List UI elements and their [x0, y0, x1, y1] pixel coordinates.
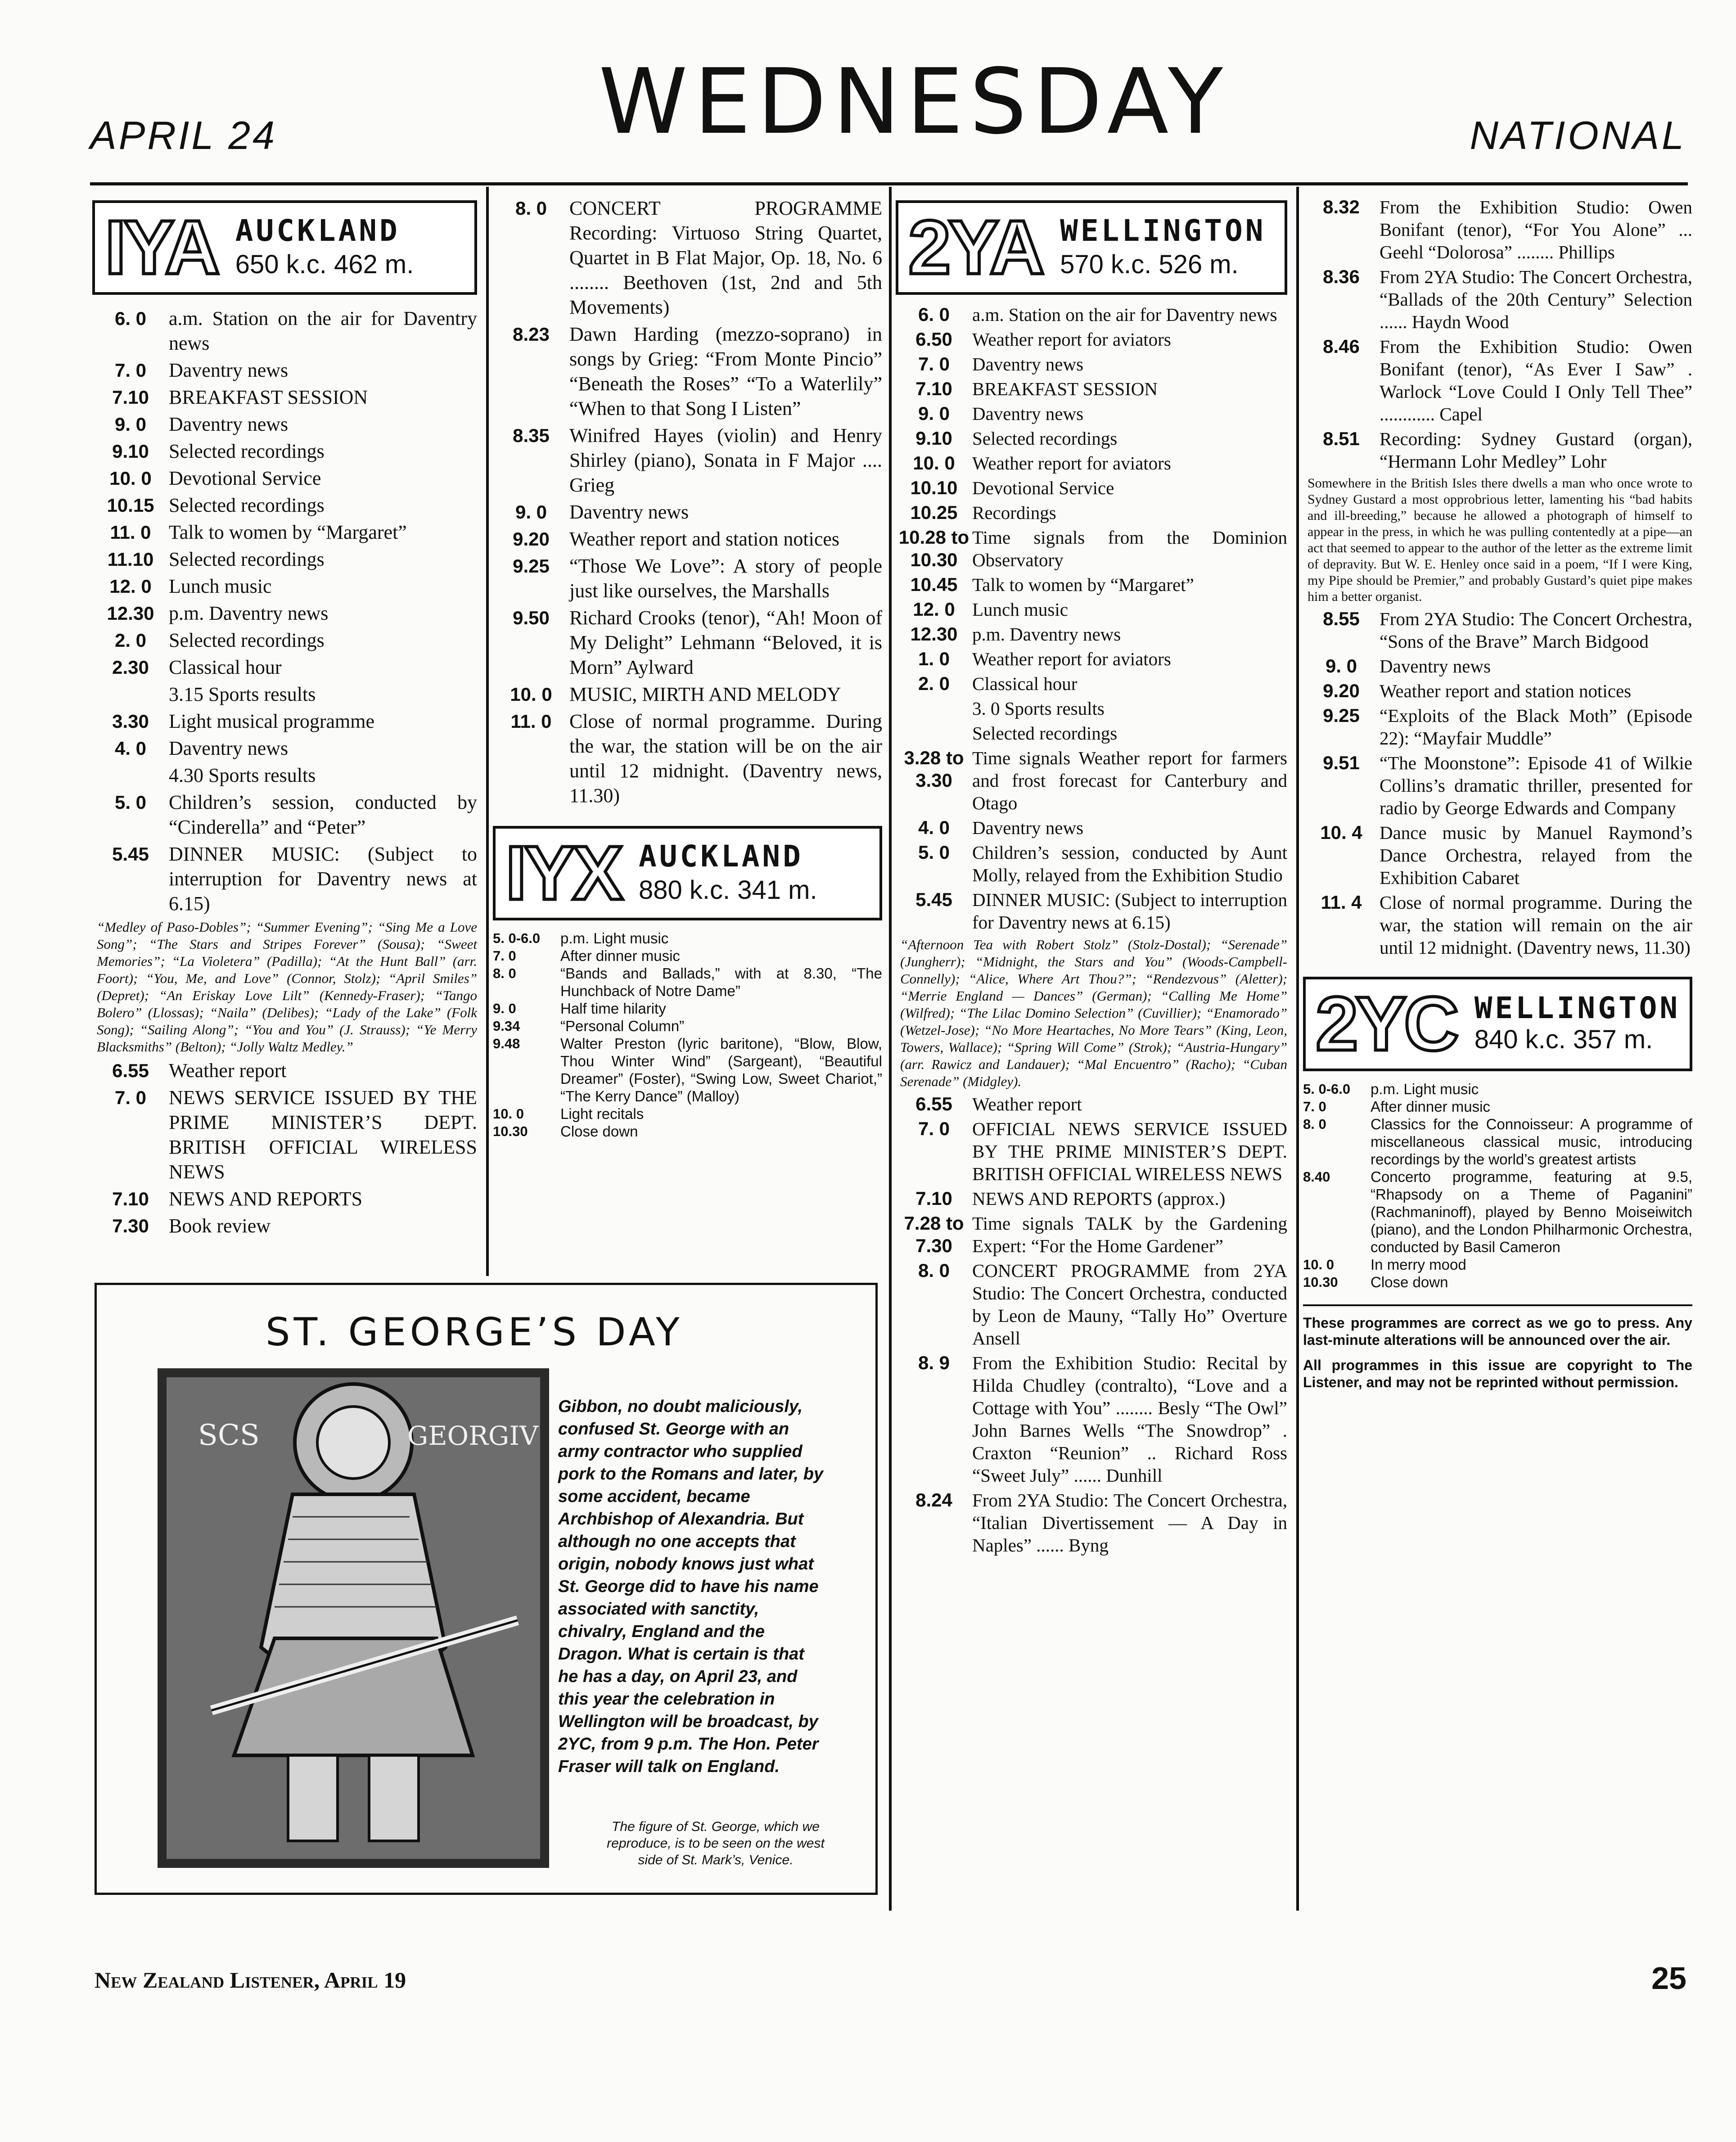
schedule-item [493, 423, 882, 497]
schedule-time: 9.51 [1323, 752, 1360, 773]
schedule-time: 8.40 [1303, 1169, 1330, 1185]
schedule-item [896, 303, 1287, 326]
station-2ya-dinner-list: “Afternoon Tea with Robert Stolz” (Stolz-Dostal); “Serenade” (Jungherr); “Midnight, the Stars and You” (Woods-Campbell-Connelly); “Alice, Where Art Thou?”; “Rendezvous” (Aletter); “Merrie England — Dances” (German); “Calling Me Home” (Wilfred); “The Lilac Domino Selection” (Cuvillier); “Enamorado” (Wetzel-Jose); “No More Heartaches, No More Tears” (King, Leon, Towers, Wallace); “Spring Will Come” (Strok); “Austria-Hungary” (arr. Rawicz and Landauer); “Mal Encuentro” (Racho); “Cuban Serenade” (Midgley). [900, 937, 1287, 1089]
schedule-item [896, 672, 1287, 695]
column-rule-2 [889, 187, 892, 1911]
schedule-text: Light musical programme [169, 710, 374, 732]
schedule-text: Recordings [972, 502, 1056, 523]
schedule-item [493, 1035, 882, 1105]
schedule-item [896, 816, 1287, 839]
schedule-item [92, 628, 477, 653]
schedule-item [1303, 1256, 1692, 1273]
schedule-time: 9.50 [513, 607, 550, 628]
schedule-time: 7.28 to 7.30 [904, 1213, 964, 1256]
schedule-item [493, 500, 882, 524]
footer-publication: New Zealand Listener, April 19 [95, 1967, 406, 1993]
schedule-text: DINNER MUSIC: (Subject to interruption for Daventry news at 6.15) [972, 889, 1287, 933]
schedule-item [92, 1213, 477, 1238]
schedule-text: Lunch music [972, 599, 1068, 620]
relief-label-right: GEORGIV [407, 1420, 539, 1451]
schedule-text: Daventry news [169, 413, 289, 435]
schedule-text: “Those We Love”: A story of people just like ourselves, the Marshalls [569, 555, 882, 602]
schedule-text: Selected recordings [169, 548, 325, 570]
schedule-time: 10.45 [910, 574, 958, 595]
schedule-text: p.m. Daventry news [169, 602, 329, 624]
schedule-item [1303, 891, 1692, 959]
schedule-text: Weather report [972, 1094, 1082, 1114]
schedule-time: 3.28 to 3.30 [904, 747, 964, 791]
schedule-text: Classical hour [169, 656, 282, 678]
schedule-text: Weather report for aviators [972, 453, 1171, 473]
schedule-item [92, 493, 477, 518]
station-1yx-frequency: 880 k.c. 341 m. [639, 875, 817, 905]
schedule-time: 7.10 [915, 378, 952, 399]
schedule-text: From 2YA Studio: The Concert Orchestra, “Ballads of the 20th Century” Selection ...... Haydn Wood [1380, 266, 1692, 332]
schedule-text: Time signals TALK by the Gardening Expert: “For the Home Gardener” [972, 1213, 1287, 1256]
schedule-item [92, 574, 477, 599]
schedule-time: 10. 4 [1320, 822, 1362, 843]
station-1ya-frequency: 650 k.c. 462 m. [235, 250, 414, 279]
schedule-time: 8.23 [513, 324, 550, 345]
schedule-time: 11. 4 [1321, 892, 1362, 913]
schedule-text: Talk to women by “Margaret” [169, 521, 407, 543]
schedule-time: 10. 0 [109, 468, 152, 489]
schedule-item [1303, 428, 1692, 473]
schedule-time: 8.51 [1323, 428, 1360, 449]
st-george-relief-image [158, 1368, 549, 1868]
schedule-item [896, 402, 1287, 425]
schedule-item [493, 1000, 882, 1017]
station-1ya [92, 200, 477, 1238]
schedule-time: 3.30 [112, 711, 149, 732]
schedule-time: 8.32 [1323, 196, 1360, 217]
schedule-time: 6.55 [915, 1093, 952, 1114]
gustard-note: Somewhere in the British Isles there dwells a man who once wrote to Sydney Gustard a most opprobrious letter, lamenting his “bad habits and ill-breeding,” because he allowed a photograph of himself to appear in the press, in which he was pulling contentedly at a pipe—an act that seemed to appear to the author of the letter as the extreme limit of depravity. But W. E. Henley once said in a poem, “If I were King, my Pipe should be Premier,” and probably Gustard’s quiet pipe makes him a better organist. [1308, 476, 1692, 604]
schedule-item [92, 1058, 477, 1083]
schedule-time: 8. 0 [493, 965, 516, 981]
schedule-time: 7. 0 [1303, 1099, 1326, 1114]
schedule-text: Daventry news [169, 359, 289, 381]
schedule-text: After dinner music [560, 947, 680, 964]
schedule-item [493, 605, 882, 680]
schedule-text: Winifred Hayes (violin) and Henry Shirley (piano), Sonata in F Major .... Grieg [569, 424, 882, 496]
schedule-text: Light recitals [560, 1105, 644, 1122]
station-2yc-banner [1303, 977, 1692, 1071]
station-2yc-city: WELLINGTON [1474, 991, 1681, 1025]
schedule-item [92, 385, 477, 410]
schedule-item [1303, 1080, 1692, 1098]
schedule-time: 2. 0 [918, 673, 950, 694]
schedule-item [896, 841, 1287, 886]
schedule-item [896, 1212, 1287, 1257]
schedule-time: 10.28 to 10.30 [898, 527, 969, 570]
schedule-time: 12. 0 [109, 576, 152, 597]
schedule-time: 9.20 [1323, 680, 1360, 701]
schedule-item [92, 763, 477, 788]
schedule-text: Richard Crooks (tenor), “Ah! Moon of My Delight” Lehmann “Beloved, it is Morn” Aylward [569, 607, 882, 678]
schedule-text: BREAKFAST SESSION [972, 379, 1158, 399]
schedule-time: 10. 0 [913, 452, 955, 473]
schedule-text: From the Exhibition Studio: Owen Bonifant (tenor), “As Ever I Saw” . Warlock “Love Could I Only Tell Thee” ............ Capel [1380, 336, 1692, 424]
schedule-item [92, 655, 477, 680]
schedule-time: 11. 0 [510, 711, 552, 732]
copyright-note: All programmes in this issue are copyright to The Listener, and may not be reprinted without permission. [1303, 1357, 1692, 1390]
schedule-time: 5.45 [112, 843, 149, 865]
schedule-time: 11. 0 [110, 522, 151, 543]
schedule-time: 7. 0 [918, 1118, 950, 1139]
page-number: 25 [1651, 1961, 1686, 1996]
schedule-item [92, 736, 477, 761]
schedule-item [896, 353, 1287, 375]
schedule-text: CONCERT PROGRAMME from 2YA Studio: The Concert Orchestra, conducted by Leon de Mauny, “Tally Ho” Overture Ansell [972, 1260, 1287, 1348]
schedule-text: Recording: Sydney Gustard (organ), “Hermann Lohr Medley” Lohr [1380, 428, 1692, 472]
schedule-text: Daventry news [569, 501, 689, 523]
schedule-item [896, 427, 1287, 450]
schedule-text: From the Exhibition Studio: Owen Bonifant (tenor), “For You Alone” ... Geehl “Dolorosa” ........ Phillips [1380, 197, 1692, 262]
schedule-text: Classics for the Connoisseur: A programme of miscellaneous classical music, introducing recordings by the world’s greatest artists [1371, 1116, 1692, 1168]
schedule-item [92, 306, 477, 356]
schedule-item [1303, 704, 1692, 749]
header-rule [90, 182, 1688, 185]
schedule-text: Concerto programme, featuring at 9.5, “Rhapsody on a Theme of Paganini” (Rachmaninoff), played by Benno Moiseiwitch (piano), and the London Philharmonic Orchestra, conducted by Basil Cameron [1371, 1168, 1692, 1255]
station-2ya-callsign: 2YA [908, 205, 1042, 290]
schedule-text: Devotional Service [169, 467, 321, 489]
schedule-item [896, 477, 1287, 499]
station-1yx-callsign: IYX [505, 830, 621, 916]
day-header: WEDNESDAY [599, 50, 1229, 154]
schedule-text: Children’s session, conducted by “Cinderella” and “Peter” [169, 791, 477, 838]
schedule-text: CONCERT PROGRAMME Recording: Virtuoso String Quartet, Quartet in B Flat Major, Op. 18, No. 6 ........ Beethoven (1st, 2nd and 5th Movements) [569, 197, 882, 318]
schedule-item [896, 1118, 1287, 1185]
schedule-text: Weather report [169, 1060, 287, 1082]
schedule-time: 7.30 [112, 1215, 149, 1236]
schedule-time: 8. 0 [515, 198, 547, 219]
schedule-item [493, 1123, 882, 1140]
schedule-time: 9. 0 [493, 1001, 516, 1016]
schedule-time: 9. 0 [1325, 655, 1357, 676]
station-1ya-city: AUCKLAND [235, 213, 400, 248]
schedule-time: 10. 0 [510, 684, 552, 705]
schedule-text: NEWS AND REPORTS (approx.) [972, 1188, 1226, 1209]
schedule-item [896, 722, 1287, 744]
schedule-time: 5. 0 [114, 792, 147, 813]
schedule-time: 8. 0 [918, 1260, 950, 1281]
schedule-time: 9.10 [915, 428, 952, 449]
schedule-item [896, 747, 1287, 814]
schedule-text: Weather report for aviators [972, 329, 1171, 350]
schedule-text: Close down [560, 1123, 638, 1140]
schedule-text: a.m. Station on the air for Daventry news [972, 304, 1277, 325]
schedule-item [92, 1085, 477, 1184]
schedule-time [896, 722, 972, 744]
schedule-time: 7.10 [112, 1188, 149, 1209]
schedule-item [92, 842, 477, 916]
schedule-item [1303, 1115, 1692, 1168]
station-1yx-city: AUCKLAND [639, 839, 803, 874]
schedule-item [1303, 335, 1692, 425]
station-2ya-banner [896, 200, 1287, 295]
schedule-text: Weather report and station notices [569, 528, 840, 550]
schedule-item [92, 709, 477, 734]
schedule-time: 9. 0 [515, 501, 547, 523]
schedule-text: Book review [169, 1215, 271, 1237]
schedule-text: After dinner music [1371, 1098, 1490, 1115]
schedule-text: Selected recordings [972, 428, 1118, 449]
schedule-text: 3. 0 Sports results [972, 698, 1105, 719]
schedule-text: Daventry news [1380, 656, 1491, 676]
schedule-item [896, 1489, 1287, 1556]
schedule-item [896, 452, 1287, 474]
schedule-text: Close of normal programme. During the war, the station will remain on the air until 12 midnight. (Daventry news, 11.30) [1380, 892, 1692, 958]
schedule-time: 8. 9 [918, 1352, 950, 1373]
station-1ya-callsign: IYA [105, 205, 217, 290]
schedule-text: Weather report for aviators [972, 649, 1171, 669]
schedule-item [92, 1186, 477, 1211]
schedule-time: 2.30 [112, 657, 149, 678]
station-2yc-frequency: 840 k.c. 357 m. [1474, 1025, 1653, 1054]
schedule-time: 7.10 [915, 1188, 952, 1209]
schedule-item [896, 378, 1287, 400]
schedule-text: p.m. Light music [1371, 1081, 1479, 1097]
schedule-item [896, 623, 1287, 645]
schedule-item [1303, 1098, 1692, 1115]
schedule-item [1303, 608, 1692, 653]
schedule-time: 12.30 [910, 623, 958, 645]
schedule-time: 9.34 [493, 1018, 520, 1034]
schedule-time: 7. 0 [493, 948, 516, 964]
schedule-time: 8. 0 [1303, 1116, 1326, 1132]
schedule-time: 9.25 [513, 555, 550, 577]
schedule-text: “Bands and Ballads,” with at 8.30, “The Hunchback of Notre Dame” [560, 965, 882, 999]
schedule-item [896, 697, 1287, 720]
schedule-time [896, 697, 972, 720]
schedule-text: “Exploits of the Black Moth” (Episode 22): “Mayfair Muddle” [1380, 705, 1692, 749]
schedule-time: 8.24 [915, 1489, 952, 1511]
schedule-item [1303, 821, 1692, 889]
schedule-item [1303, 266, 1692, 333]
schedule-text: 3.15 Sports results [169, 683, 316, 705]
schedule-text: Dawn Harding (mezzo-soprano) in songs by Grieg: “From Monte Pincio” “Beneath the Roses” “To a Waterlily” “When to that Song I Listen” [569, 323, 882, 419]
schedule-time: 10. 0 [1303, 1257, 1334, 1272]
schedule-item [896, 328, 1287, 351]
schedule-item [92, 439, 477, 464]
schedule-text: Talk to women by “Margaret” [972, 574, 1194, 595]
schedule-item [896, 888, 1287, 933]
station-2ya-city: WELLINGTON [1060, 213, 1266, 248]
schedule-item [493, 196, 882, 320]
schedule-item [493, 965, 882, 1000]
st-george-title: ST. GEORGE’S DAY [266, 1310, 683, 1355]
schedule-text: In merry mood [1371, 1256, 1466, 1273]
schedule-time: 5. 0 [918, 842, 950, 863]
schedule-item [493, 1105, 882, 1123]
schedule-time: 10.25 [910, 502, 958, 523]
schedule-text: From 2YA Studio: The Concert Orchestra, “Sons of the Brave” March Bidgood [1380, 609, 1692, 652]
schedule-item [896, 573, 1287, 596]
schedule-text: Selected recordings [169, 494, 325, 516]
schedule-time: 7. 0 [114, 1087, 147, 1108]
schedule-item [493, 1017, 882, 1035]
schedule-item [1303, 1168, 1692, 1256]
date-header: APRIL 24 [90, 113, 277, 158]
schedule-item [92, 682, 477, 707]
schedule-item [1303, 680, 1692, 702]
schedule-text: “Personal Column” [560, 1018, 685, 1034]
schedule-item [493, 554, 882, 603]
schedule-time: 10.30 [493, 1123, 528, 1139]
network-header: NATIONAL [1470, 113, 1686, 158]
schedule-time: 6. 0 [114, 308, 147, 329]
schedule-item [493, 947, 882, 965]
schedule-text: Selected recordings [169, 440, 325, 462]
schedule-time: 7. 0 [114, 360, 147, 381]
schedule-item [493, 527, 882, 551]
st-george-caption: The figure of St. George, which we reproduce, is to be seen on the west side of St. Mark’s, Venice. [607, 1819, 825, 1867]
schedule-text: Time signals Weather report for farmers and frost forecast for Canterbury and Otago [972, 748, 1287, 813]
schedule-text: Daventry news [169, 737, 289, 759]
schedule-text: NEWS AND REPORTS [169, 1188, 363, 1210]
schedule-text: Selected recordings [169, 629, 325, 651]
schedule-time: 8.55 [1323, 608, 1360, 629]
schedule-time: 4. 0 [918, 817, 950, 838]
schedule-item [1303, 1273, 1692, 1291]
schedule-item [92, 547, 477, 572]
schedule-text: 4.30 Sports results [169, 764, 316, 786]
schedule-time: 7.10 [112, 387, 149, 408]
schedule-time: 8.36 [1323, 266, 1360, 287]
schedule-time: 1. 0 [918, 648, 950, 669]
station-2ya-evening [1303, 194, 1692, 1391]
schedule-text: Walter Preston (lyric baritone), “Blow, Blow, Thou Winter Wind” (Sargeant), “Beautiful Dreamer” (Foster), “Swing Low, Sweet Chariot,” “The Kerry Dance” (Malloy) [560, 1035, 882, 1105]
column-rule-1 [486, 187, 489, 1276]
schedule-time: 6.55 [112, 1060, 149, 1081]
station-1yx-banner [493, 826, 882, 920]
schedule-time: 4. 0 [114, 738, 147, 759]
schedule-time: 9.20 [513, 528, 550, 550]
schedule-item [493, 682, 882, 707]
relief-label-left: SCS [198, 1419, 260, 1452]
schedule-time: 7. 0 [918, 353, 950, 374]
schedule-item [92, 520, 477, 545]
schedule-time: 10.15 [107, 495, 154, 516]
schedule-text: Children’s session, conducted by Aunt Molly, relayed from the Exhibition Studio [972, 842, 1287, 885]
schedule-time: 2. 0 [114, 630, 147, 651]
column-rule-3 [1296, 187, 1299, 1911]
schedule-item [896, 526, 1287, 571]
schedule-time: 5.45 [915, 889, 952, 910]
schedule-item [92, 601, 477, 626]
schedule-text: OFFICIAL NEWS SERVICE ISSUED BY THE PRIME MINISTER’S DEPT. BRITISH OFFICIAL WIRELESS NEWS [972, 1118, 1287, 1184]
schedule-time: 6. 0 [918, 304, 950, 325]
schedule-item [92, 358, 477, 383]
schedule-text: Classical hour [972, 673, 1078, 694]
schedule-time: 8.46 [1323, 336, 1360, 357]
station-1ya-evening [493, 194, 882, 1140]
schedule-item [1303, 196, 1692, 263]
schedule-text: From 2YA Studio: The Concert Orchestra, “Italian Divertissement — A Day in Naples” ...... Byng [972, 1490, 1287, 1556]
schedule-item [493, 929, 882, 947]
schedule-text: MUSIC, MIRTH AND MELODY [569, 683, 841, 705]
schedule-item [896, 501, 1287, 524]
schedule-item [896, 1352, 1287, 1487]
schedule-text: Daventry news [972, 354, 1084, 374]
schedule-text: NEWS SERVICE ISSUED BY THE PRIME MINISTER’S DEPT. BRITISH OFFICIAL WIRELESS NEWS [169, 1087, 477, 1183]
schedule-time: 5. 0-6.0 [493, 930, 541, 946]
schedule-item [1303, 655, 1692, 677]
schedule-text: DINNER MUSIC: (Subject to interruption for Daventry news at 6.15) [169, 843, 477, 915]
schedule-time: 6.50 [915, 329, 952, 350]
station-1ya-dinner-list: “Medley of Paso-Dobles”; “Summer Evening”; “Sing Me a Love Song”; “The Stars and Stripes Forever” (Sousa); “Sweet Memories”; “La Violetera” (Padilla); “At the Hunt Ball” (arr. Foort); “You, Me, and Love” (Connor, Stolz); “April Smiles” (Depret); “An Eriskay Love Lilt” (Kennedy-Fraser); “Tango Bolero” (Llossas); “Naila” (Delibes); “Lady of the Lake” (Folk Song); “Sailing Along”; “You and You” (J. Strauss); “Ye Merry Blacksmiths” (Belton); “Jolly Waltz Medley.” [97, 919, 477, 1055]
schedule-item [896, 648, 1287, 670]
schedule-text: Close of normal programme. During the war, the station will be on the air until 12 midnight. (Daventry news, 11.30) [569, 710, 882, 807]
schedule-text: “The Moonstone”: Episode 41 of Wilkie Collins’s dramatic thriller, presented for radio by George Edwards and Company [1380, 753, 1692, 818]
schedule-text: Weather report and station notices [1380, 681, 1632, 701]
schedule-time: 11.10 [107, 549, 154, 570]
schedule-time: 9.48 [493, 1036, 520, 1051]
schedule-text: p.m. Daventry news [972, 624, 1121, 645]
schedule-time: 10.10 [910, 477, 958, 498]
schedule-time [92, 763, 169, 788]
station-2ya [896, 200, 1287, 1556]
schedule-time [92, 682, 169, 707]
schedule-text: Devotional Service [972, 478, 1114, 498]
station-1ya-banner [92, 200, 477, 295]
schedule-time: 12.30 [107, 603, 154, 624]
schedule-text: p.m. Light music [560, 930, 669, 947]
st-george-text: Gibbon, no doubt maliciously, confused St. George with an army contractor who supplied pork to the Romans and later, by some accident, became Archbishop of Alexandria. But although no one accepts that origin, nobody knows just what St. George did to have his name associated with sanctity, chivalry, England and the Dragon. What is certain is that he has a day, on April 23, and this year the celebration in Wellington will be broadcast, by 2YC, from 9 p.m. The Hon. Peter Fraser will talk on England. [558, 1397, 824, 1776]
schedule-text: Close down [1371, 1274, 1448, 1290]
schedule-time: 8.35 [513, 425, 550, 446]
schedule-item [896, 1187, 1287, 1210]
schedule-item [493, 709, 882, 808]
schedule-time: 9.25 [1323, 705, 1360, 726]
schedule-text: BREAKFAST SESSION [169, 386, 368, 408]
schedule-item [896, 1093, 1287, 1115]
schedule-item [92, 466, 477, 491]
schedule-text: Half time hilarity [560, 1000, 666, 1017]
station-2yc-callsign: 2YC [1316, 981, 1456, 1067]
schedule-text: Lunch music [169, 575, 272, 597]
schedule-text: a.m. Station on the air for Daventry news [169, 307, 477, 354]
schedule-time: 10. 0 [493, 1106, 524, 1122]
schedule-text: Selected recordings [972, 723, 1118, 744]
schedule-time: 9.10 [112, 441, 149, 462]
schedule-text: Daventry news [972, 817, 1084, 838]
schedule-time: 12. 0 [913, 599, 955, 620]
schedule-item [92, 790, 477, 839]
schedule-text: From the Exhibition Studio: Recital by Hilda Chudley (contralto), “Love and a Cottage with You” ........ Besly “The Owl” John Barnes Wells “The Snowdrop” . Craxton “Reunion” .. Richard Ross “Sweet July” ...... Dunhill [972, 1353, 1287, 1486]
station-2ya-frequency: 570 k.c. 526 m. [1060, 250, 1239, 279]
programme-note: These programmes are correct as we go to press. Any last-minute alterations will be announced over the air. [1303, 1315, 1692, 1348]
schedule-time: 9. 0 [114, 414, 147, 435]
schedule-item [493, 322, 882, 421]
schedule-time: 5. 0-6.0 [1303, 1081, 1351, 1097]
schedule-text: Time signals from the Dominion Observatory [972, 527, 1287, 570]
schedule-text: Dance music by Manuel Raymond’s Dance Orchestra, relayed from the Exhibition Cabaret [1380, 822, 1692, 888]
schedule-item [92, 412, 477, 437]
schedule-time: 10.30 [1303, 1274, 1338, 1290]
schedule-item [896, 1259, 1287, 1349]
schedule-item [896, 598, 1287, 621]
schedule-time: 9. 0 [918, 403, 950, 424]
schedule-item [1303, 752, 1692, 819]
schedule-text: Daventry news [972, 403, 1084, 424]
